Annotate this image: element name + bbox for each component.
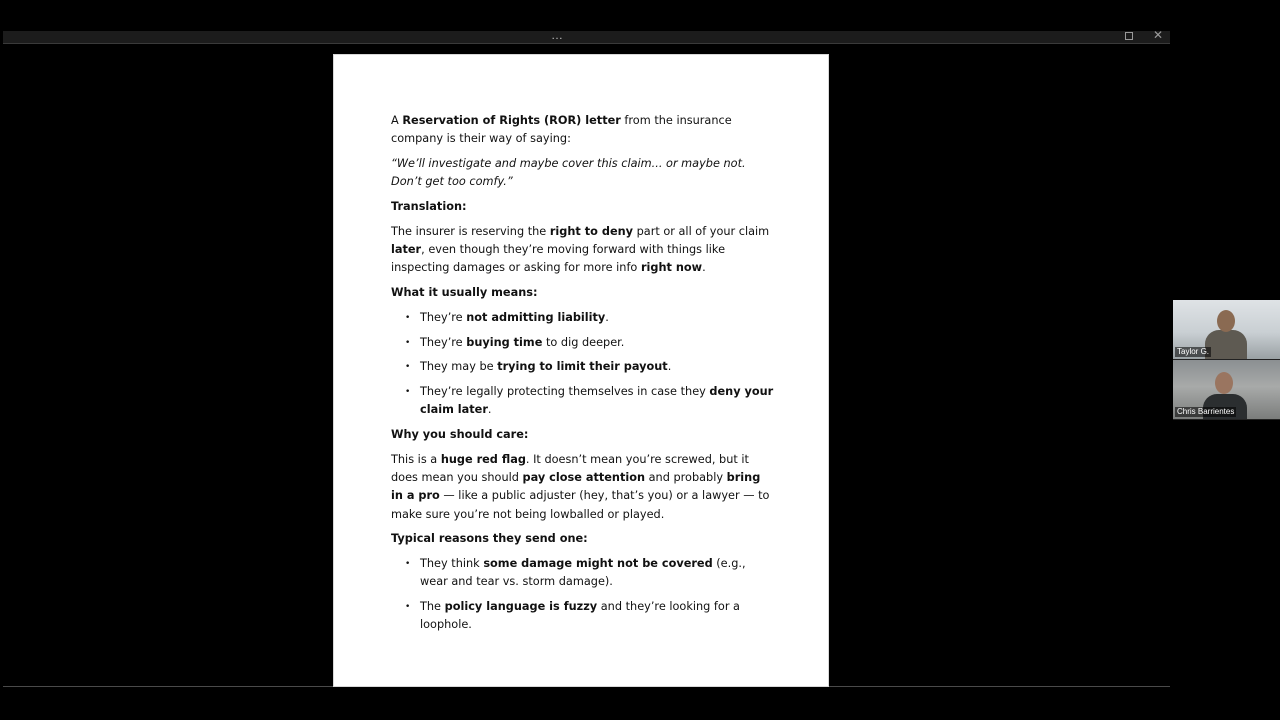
reasons-list (391, 555, 776, 634)
list-item-text: (e.g., wear and tear vs. storm damage). (420, 557, 746, 589)
quote-paragraph (391, 155, 776, 191)
intro-bold: Reservation of Rights (ROR) letter (402, 114, 621, 127)
care-bold: bring in a pro (391, 471, 761, 503)
reasons-heading-text: Typical reasons they send one: (391, 532, 588, 546)
list-item-text: and they’re looking for a loophole. (420, 600, 740, 632)
participant-tile[interactable] (1173, 360, 1280, 419)
close-icon[interactable]: ✕ (1153, 28, 1164, 42)
list-item (420, 309, 776, 327)
more-options-icon[interactable]: … (551, 28, 563, 42)
list-item-text: They think (420, 557, 484, 571)
list-item-text: They’re (420, 335, 467, 349)
intro-paragraph (391, 112, 776, 148)
care-text: . It doesn’t mean you’re screwed, but it does mean you should (391, 452, 749, 485)
means-list (391, 309, 776, 420)
list-item-bold: policy language is fuzzy (444, 600, 598, 614)
list-item-text: to dig deeper. (542, 335, 625, 349)
list-item-bold: not admitting liability (466, 310, 606, 324)
care-paragraph (391, 451, 776, 524)
list-item-bold: buying time (466, 335, 543, 349)
care-text: — like a public adjuster (hey, that’s you) or a lawyer — to make sure you’re not being lowballed or played. (391, 489, 770, 521)
care-heading-text: Why you should care: (391, 428, 529, 442)
list-item-text: The (420, 600, 445, 614)
care-heading (391, 426, 776, 444)
person-head (1217, 310, 1235, 332)
list-item-text: They’re (420, 310, 467, 324)
screen-share-toolbar (3, 28, 1170, 44)
list-item-text: . (487, 403, 492, 417)
quote-text: “We’ll investigate and maybe cover this claim... or maybe not. Don’t get too comfy.” (391, 157, 746, 189)
translation-bold: right now (640, 261, 703, 275)
list-item-text: They may be (420, 360, 498, 374)
translation-bold: later (391, 243, 422, 256)
list-item-bold: deny your claim later (420, 385, 774, 417)
care-text: This is a (391, 452, 441, 466)
translation-text: The insurer is reserving the (391, 224, 550, 238)
person-silhouette (1205, 330, 1247, 359)
list-item (420, 383, 776, 419)
care-bold: pay close attention (522, 471, 646, 485)
care-bold: huge red flag (440, 452, 526, 466)
list-item-bold: trying to limit their payout (497, 360, 668, 374)
translation-bold: right to deny (549, 224, 634, 238)
care-text: and probably (645, 471, 727, 485)
restore-window-icon[interactable] (1125, 32, 1133, 40)
participant-name: Chris Barrientes (1177, 407, 1235, 416)
list-item (420, 555, 776, 591)
document-page (333, 54, 829, 687)
document-content (391, 112, 776, 641)
list-item (420, 358, 776, 376)
intro-text: A (391, 114, 403, 127)
list-item-bold: some damage might not be covered (483, 557, 713, 571)
translation-paragraph (391, 223, 776, 278)
translation-text: , even though they’re moving forward with things like inspecting damages or asking for more info (391, 243, 726, 275)
translation-heading (391, 198, 776, 216)
translation-heading-text: Translation: (391, 200, 467, 213)
list-item-text: They’re legally protecting themselves in case they (420, 385, 710, 399)
participant-name: Taylor G. (1177, 347, 1210, 356)
reasons-heading (391, 530, 776, 548)
participant-video-panel (1173, 300, 1280, 420)
list-item-text: . (605, 310, 609, 324)
means-heading-text: What it usually means: (391, 286, 538, 299)
participant-tile[interactable] (1173, 300, 1280, 359)
list-item (420, 334, 776, 352)
list-item (420, 598, 776, 634)
person-head (1215, 372, 1233, 394)
translation-text: . (702, 261, 706, 275)
list-item-text: . (667, 360, 672, 374)
intro-text-rest: from the insurance company is their way of saying: (391, 114, 732, 146)
translation-text: part or all of your claim (633, 224, 770, 238)
means-heading (391, 284, 776, 302)
